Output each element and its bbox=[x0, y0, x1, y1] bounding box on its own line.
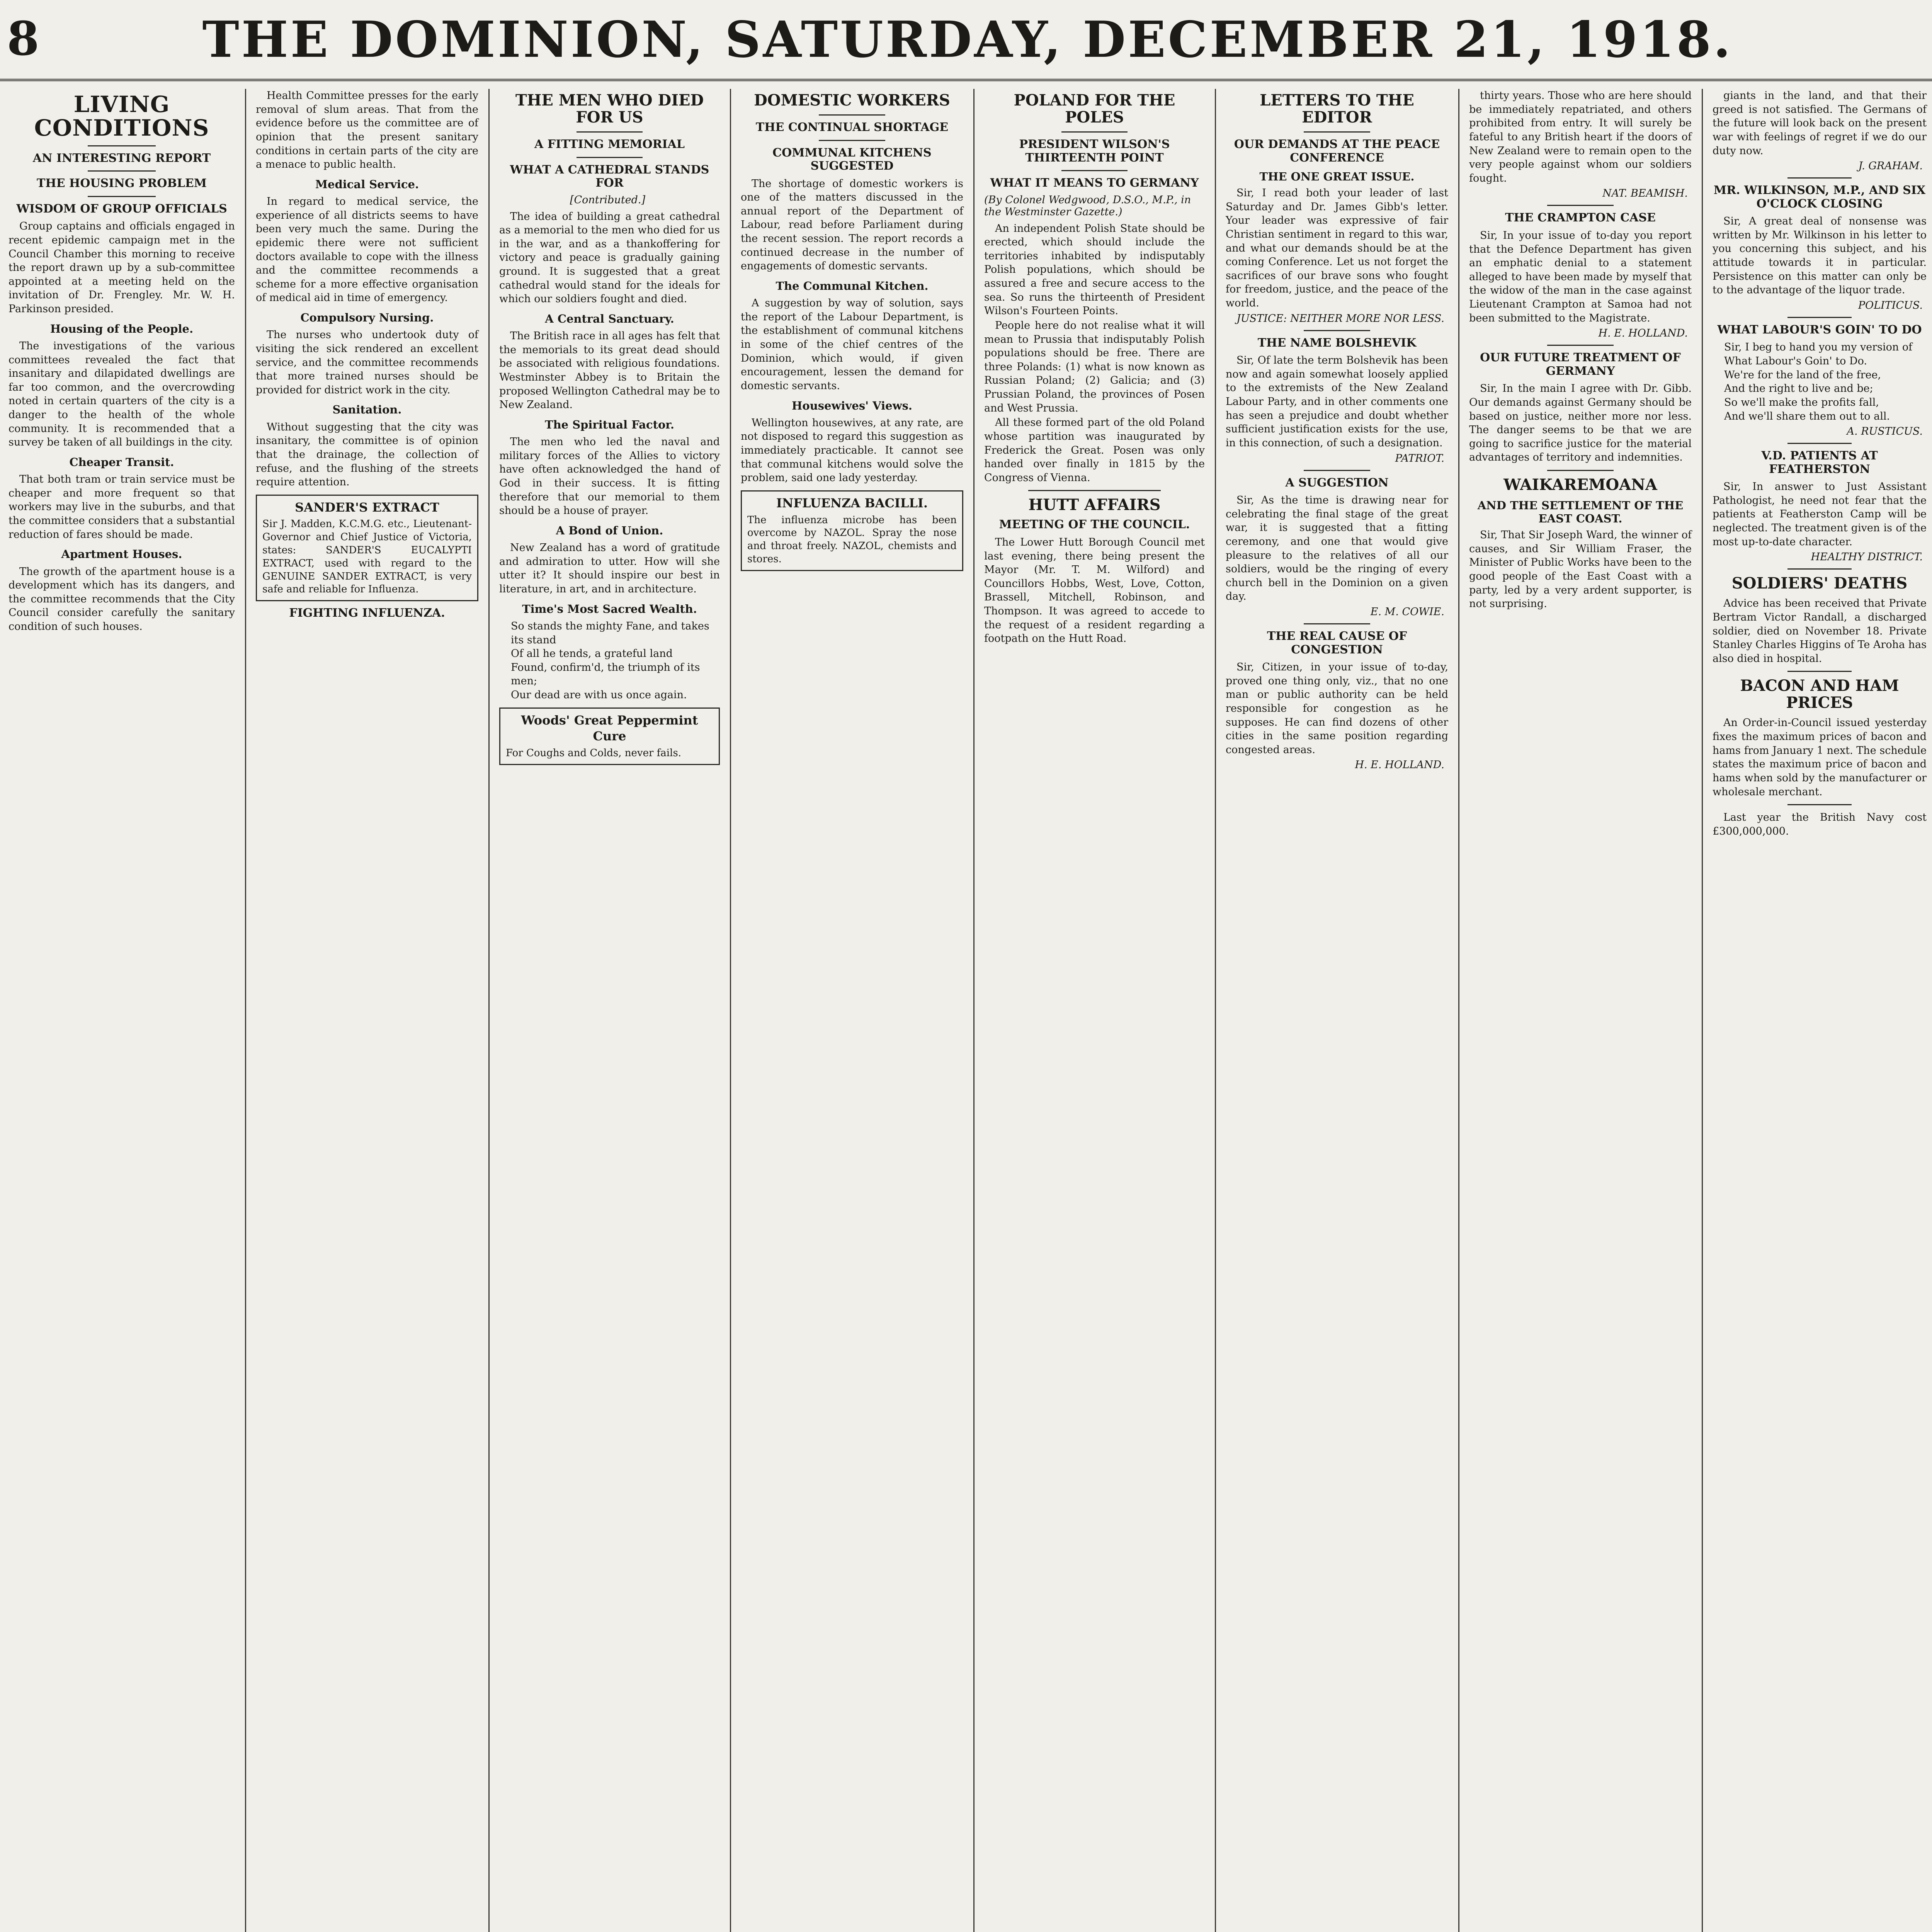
letter-signature: POLITICUS. bbox=[1858, 299, 1923, 311]
letter-title: OUR DEMANDS AT THE PEACE CONFERENCE bbox=[1234, 138, 1440, 165]
ad-body: The influenza microbe has been overcome by NAZOL. Spray the nose and throat freely. NAZOL, chemists and stores. bbox=[747, 514, 957, 565]
headline-hutt-affairs: HUTT AFFAIRS bbox=[1028, 496, 1161, 514]
deck: A FITTING MEMORIAL bbox=[534, 138, 685, 151]
letter-signature: PATRIOT. bbox=[1395, 452, 1444, 464]
letter-signature: H. E. HOLLAND. bbox=[1598, 327, 1688, 340]
ad-title: SANDER'S EXTRACT bbox=[295, 500, 439, 515]
deck: MEETING OF THE COUNCIL. bbox=[999, 518, 1190, 532]
column-8 bbox=[1704, 89, 1932, 1932]
letter-title: THE CRAMPTON CASE bbox=[1505, 211, 1656, 225]
deck: COMMUNAL KITCHENS SUGGESTED bbox=[772, 146, 932, 173]
subhead: Housewives' Views. bbox=[791, 399, 913, 412]
headline-poland: POLAND FOR THE POLES bbox=[1014, 91, 1175, 126]
divider bbox=[577, 157, 643, 158]
headline-domestic-workers: DOMESTIC WORKERS bbox=[754, 91, 950, 109]
paragraph: giants in the land, and that their greed is not satisfied. The Germans of the future will look back on the present war with feelings of regret if we do our duty now. bbox=[1713, 90, 1927, 157]
paragraph: An Order-in-Council issued yesterday fixes the maximum prices of bacon and hams from January 1 next. The schedule states the maximum price of bacon and hams when sold by the manufacturer or wholesale merchant. bbox=[1713, 717, 1927, 798]
divider bbox=[1304, 131, 1371, 133]
subhead: Medical Service. bbox=[315, 177, 419, 191]
article-body bbox=[741, 177, 963, 485]
article-body bbox=[1713, 716, 1927, 799]
column-6 bbox=[1217, 89, 1457, 1932]
divider bbox=[1304, 470, 1371, 471]
letter-signature: JUSTICE: NEITHER MORE NOR LESS. bbox=[1236, 312, 1444, 325]
subhead: Time's Most Sacred Wealth. bbox=[522, 602, 697, 616]
letter-body bbox=[1226, 660, 1448, 757]
article-body bbox=[1713, 597, 1927, 665]
letter-body bbox=[1226, 186, 1448, 310]
letter-signature: H. E. HOLLAND. bbox=[1355, 759, 1444, 771]
letter-body bbox=[1713, 89, 1927, 158]
paragraph: A suggestion by way of solution, says the report of the Labour Department, is the establishment of communal kitchens in some of the chief centres of the Dominion, which would, if given encouragement, lessen the demand for domestic servants. bbox=[741, 297, 963, 392]
ad-headline: FIGHTING INFLUENZA. bbox=[289, 606, 445, 620]
letter-title: WHAT LABOUR'S GOIN' TO DO bbox=[1717, 323, 1922, 337]
divider bbox=[1547, 205, 1614, 206]
paragraph: The shortage of domestic workers is one of the matters discussed in the annual report of the Department of Labour, read before Parliament during the recent session. The report records a continued decrease in the number of engagements of domestic servants. bbox=[741, 177, 963, 272]
paragraph: The Lower Hutt Borough Council met last evening, there being present the Mayor (Mr. T. M. Wilford) and Councillors Hobbs, West, Love, Cotton, Brassell, Mitchell, Robinson, and Thompson. It was agreed to accede to the request of a resident regarding a footpath on the Hutt Road. bbox=[984, 536, 1205, 645]
paragraph: Sir, That Sir Joseph Ward, the winner of causes, and Sir William Fraser, the Minister of Public Works have been to the good people of the East Coast with a party, led by a very ardent supporter, is not surprising. bbox=[1469, 529, 1692, 610]
paragraph: Sir, In the main I agree with Dr. Gibb. Our demands against Germany should be based on justice, neither more nor less. The danger seems to be that we are going to sacrifice justice for the material advantages of territory and indemnities. bbox=[1469, 383, 1692, 464]
subhead: The Spiritual Factor. bbox=[544, 418, 675, 431]
subhead: Sanitation. bbox=[332, 403, 402, 417]
divider bbox=[1061, 170, 1128, 171]
headline-bacon-ham: BACON AND HAM PRICES bbox=[1740, 677, 1899, 712]
article-body bbox=[984, 222, 1205, 485]
article-body bbox=[499, 210, 720, 616]
divider bbox=[1547, 470, 1614, 471]
article-body bbox=[256, 89, 478, 489]
column-7 bbox=[1461, 89, 1700, 1932]
letter-body bbox=[1469, 382, 1692, 464]
subhead: THE ONE GREAT ISSUE. bbox=[1259, 170, 1415, 183]
column-rule bbox=[973, 89, 975, 1932]
advertisement bbox=[499, 707, 720, 765]
deck: WHAT A CATHEDRAL STANDS FOR bbox=[510, 163, 709, 190]
letter-signature: E. M. COWIE. bbox=[1370, 606, 1444, 618]
headline-letters: LETTERS TO THE EDITOR bbox=[1260, 91, 1414, 126]
letter-signature: HEALTHY DISTRICT. bbox=[1811, 551, 1923, 563]
poem: So stands the mighty Fane, and takes its stand Of all he tends, a grateful land Found, confirm'd, the triumph of its men; Our dead are with us once again. bbox=[511, 620, 709, 701]
deck: AN INTERESTING REPORT bbox=[32, 151, 211, 165]
divider bbox=[1787, 671, 1852, 672]
paragraph: Last year the British Navy cost £300,000,000. bbox=[1713, 811, 1927, 837]
paragraph: Health Committee presses for the early removal of slum areas. That from the evidence before us the committee are of opinion that the present sanitary conditions in certain parts of the city are a menace to public health. bbox=[256, 90, 478, 171]
subhead: Housing of the People. bbox=[50, 322, 194, 335]
paragraph: Sir, Citizen, in your issue of to-day, proved one thing only, viz., that no one man or public authority can be held responsible for congestion as he supposes. He can find dozens of other cities in the same position regarding congested areas. bbox=[1226, 661, 1448, 756]
page-number: 8 bbox=[7, 12, 39, 66]
column-rule bbox=[1702, 89, 1703, 1932]
subhead: A Bond of Union. bbox=[556, 524, 663, 537]
divider bbox=[88, 196, 156, 197]
deck: WHAT IT MEANS TO GERMANY bbox=[990, 176, 1199, 190]
ad-body: For Coughs and Colds, never fails. bbox=[506, 747, 682, 759]
advertisement bbox=[741, 490, 963, 571]
column-rule bbox=[1458, 89, 1459, 1932]
subhead: AND THE SETTLEMENT OF THE EAST COAST. bbox=[1477, 499, 1684, 525]
letter-body bbox=[1226, 354, 1448, 450]
divider bbox=[88, 170, 156, 172]
divider bbox=[1787, 804, 1852, 805]
column-2 bbox=[247, 89, 487, 1932]
masthead bbox=[0, 0, 1932, 81]
divider bbox=[1787, 443, 1852, 444]
column-3 bbox=[491, 89, 728, 1932]
paragraph: thirty years. Those who are here should be immediately repatriated, and others prohibited from entry. It will surely be fateful to any British heart if the doors of New Zealand were to remain open to the very people against whom our soldiers fought. bbox=[1469, 90, 1692, 184]
column-5 bbox=[976, 89, 1213, 1932]
paragraph: Sir, As the time is drawing near for celebrating the final stage of the great war, it is suggested that a fitting ceremony, and one that would give pleasure to the relatives of all our soldiers, would be the ringing of every church bell in the Dominion on a given day. bbox=[1226, 494, 1448, 603]
paragraph: The nurses who undertook duty of visiting the sick rendered an excellent service, and the committee recommends that more trained nurses should be provided for district work in the city. bbox=[256, 329, 478, 396]
paragraph: The men who led the naval and military forces of the Allies to victory have often acknowledged the hand of God in their success. It is fitting therefore that our memorial to them should be a house of prayer. bbox=[499, 436, 720, 517]
article-body bbox=[9, 219, 235, 633]
paragraph: The growth of the apartment house is a development which has its dangers, and the committee recommends that the City Council consider carefully the sanitary condition of such houses. bbox=[9, 565, 235, 633]
deck: PRESIDENT WILSON'S THIRTEENTH POINT bbox=[1019, 138, 1170, 165]
letter-body bbox=[1713, 214, 1927, 297]
letter-title: A SUGGESTION bbox=[1285, 476, 1389, 490]
column-1 bbox=[0, 89, 243, 1932]
ad-title: Woods' Great Peppermint Cure bbox=[521, 713, 698, 744]
letter-body bbox=[1713, 480, 1927, 549]
filler-item bbox=[1713, 811, 1927, 838]
divider bbox=[1061, 131, 1128, 133]
advertisement bbox=[256, 495, 478, 601]
headline-living-conditions: LIVING CONDITIONS bbox=[34, 91, 209, 141]
article-body bbox=[984, 536, 1205, 646]
column-rule bbox=[1215, 89, 1216, 1932]
subhead: Compulsory Nursing. bbox=[300, 311, 434, 325]
paragraph: Sir, I read both your leader of last Saturday and Dr. James Gibb's letter. Your leader was expressive of fair Christian sentiment in regard to this war, and what our demands should be at the coming Conference. Let us not forget the sacrifices of our brave sons who fought for freedom, justice, and the peace of the world. bbox=[1226, 187, 1448, 309]
paragraph: The idea of building a great cathedral as a memorial to the men who died for us in the war, and as a thankoffering for victory and peace is gradually gaining ground. It is suggested that a great cathedral would stand for the ideals for which our soldiers fought and died. bbox=[499, 210, 720, 305]
divider bbox=[819, 114, 886, 116]
divider bbox=[1787, 317, 1852, 318]
paragraph: In regard to medical service, the experience of all districts seems to have been very much the same. During the epidemic there were not sufficient doctors available to cope with the illness and the committee recommends a scheme for a more effective organisation of medical aid in time of emergency. bbox=[256, 196, 478, 304]
divider bbox=[1304, 623, 1371, 624]
paragraph: The British race in all ages has felt that the memorials to its great dead should be associated with religious foundations. Westminster Abbey is to Britain the proposed Wellington Cathedral may be to New Zealand. bbox=[499, 330, 720, 411]
paragraph: Wellington housewives, at any rate, are not disposed to regard this suggestion as immediately practicable. It cannot see that communal kitchens would solve the problem, said one lady yesterday. bbox=[741, 417, 963, 484]
letter-body bbox=[1469, 229, 1692, 325]
subhead: A Central Sanctuary. bbox=[545, 312, 674, 325]
divider bbox=[577, 131, 643, 133]
letter-title: MR. WILKINSON, M.P., AND SIX O'CLOCK CLOSING bbox=[1713, 184, 1926, 211]
letter-body bbox=[1226, 493, 1448, 604]
paragraph: An independent Polish State should be erected, which should include the territories inhabited by indisputably Polish populations, which should be assured a free and secure access to the sea. So runs the thirteenth of President Wilson's Fourteen Points. bbox=[984, 222, 1205, 317]
paragraph: Advice has been received that Private Bertram Victor Randall, a discharged soldier, died on November 18. Private Stanley Charles Higgins of Te Aroha has also died in hospital. bbox=[1713, 597, 1927, 665]
divider bbox=[1028, 490, 1161, 491]
headline-men-who-died: THE MEN WHO DIED FOR US bbox=[515, 91, 704, 126]
paragraph: Sir, Of late the term Bolshevik has been now and again somewhat loosely applied to the extremists of the New Zealand Labour Party, and in other comments one has seen a prejudice and doubt whether sufficient justification exists for the use, in this connection, of such a designation. bbox=[1226, 354, 1448, 449]
paragraph: Sir, In your issue of to-day you report that the Defence Department has given an emphatic denial to a statement alleged to have been made by myself that the widow of the man in the case against Lieutenant Crampton at Samoa had not been submitted to the Magistrate. bbox=[1469, 229, 1692, 324]
headline-soldiers-deaths: SOLDIERS' DEATHS bbox=[1731, 574, 1908, 593]
poem: Sir, I beg to hand you my version of What Labour's Goin' to Do. We're for the land of the free, And the right to live and be; So we'll make the profits fall, And we'll share them out to all. bbox=[1724, 341, 1913, 422]
ad-body: Sir J. Madden, K.C.M.G. etc., Lieutenant-Governor and Chief Justice of Victoria, states: SANDER'S EUCALYPTI EXTRACT, used with regard to the GENUINE SANDER EXTRACT, is very safe and reliable for Influenza. bbox=[262, 518, 472, 595]
letter-title: WAIKAREMOANA bbox=[1503, 476, 1657, 494]
letter-body bbox=[1469, 89, 1692, 185]
paragraph: Sir, In answer to Just Assistant Pathologist, he need not fear that the patients at Featherston Camp will be neglected. The treatment given is of the most up-to-date character. bbox=[1713, 481, 1927, 548]
subhead: Cheaper Transit. bbox=[69, 455, 174, 469]
divider bbox=[1304, 330, 1371, 331]
column-rule bbox=[245, 89, 246, 1932]
paragraph: Group captains and officials engaged in recent epidemic campaign met in the Council Chamber this morning to receive the report drawn up by a sub-committee appointed at a meeting held on the invitation of Dr. Frengley. Mr. W. H. Parkinson presided. bbox=[9, 220, 235, 315]
letter-signature: A. RUSTICUS. bbox=[1847, 425, 1923, 438]
divider bbox=[88, 145, 156, 146]
divider bbox=[1547, 345, 1614, 346]
letter-body bbox=[1469, 528, 1692, 611]
letter-title: V.D. PATIENTS AT FEATHERSTON bbox=[1761, 449, 1878, 476]
newspaper-title: THE DOMINION, SATURDAY, DECEMBER 21, 1918. bbox=[202, 11, 1733, 69]
paragraph: Sir, A great deal of nonsense was written by Mr. Wilkinson in his letter to you concerning this subject, and his attitude towards it in particular. Persistence on this matter can only be to the advantage of the liquor trade. bbox=[1713, 215, 1927, 296]
column-rule bbox=[488, 89, 490, 1932]
subhead: The Communal Kitchen. bbox=[776, 279, 929, 293]
deck: WISDOM OF GROUP OFFICIALS bbox=[16, 202, 227, 216]
column-4 bbox=[732, 89, 972, 1932]
paragraph: New Zealand has a word of gratitude and admiration to utter. How will she utter it? It should inspire our best in literature, in art, and in architecture. bbox=[499, 542, 720, 595]
paragraph: The investigations of the various committees revealed the fact that insanitary and dilapidated dwellings are far too common, and the overcrowding noted in certain quarters of the city is a danger to the health of the whole community. It is recommended that a survey be taken of all buildings in the city. bbox=[9, 340, 235, 449]
letter-title: THE REAL CAUSE OF CONGESTION bbox=[1267, 629, 1407, 656]
paragraph: All these formed part of the old Poland whose partition was inaugurated by Frederick the Great. Posen was only handed over finally in 1815 by the Congress of Vienna. bbox=[984, 417, 1205, 484]
byline: [Contributed.] bbox=[570, 194, 646, 206]
paragraph: That both tram or train service must be cheaper and more frequent so that workers may live in the suburbs, and that the committee considers that a substantial reduction of fares should be made. bbox=[9, 473, 235, 541]
deck: THE HOUSING PROBLEM bbox=[37, 177, 207, 190]
byline: (By Colonel Wedgwood, D.S.O., M.P., in the Westminster Gazette.) bbox=[984, 194, 1191, 218]
letter-signature: NAT. BEAMISH. bbox=[1602, 187, 1688, 200]
deck: THE CONTINUAL SHORTAGE bbox=[755, 121, 949, 134]
ad-title: INFLUENZA BACILLI. bbox=[776, 495, 928, 510]
divider bbox=[819, 140, 886, 141]
divider bbox=[1787, 568, 1852, 570]
letter-title: OUR FUTURE TREATMENT OF GERMANY bbox=[1480, 351, 1681, 378]
paragraph: People here do not realise what it will mean to Prussia that indisputably Polish populations should be free. There are three Polands: (1) what is now known as Russian Poland; (2) Galicia; and (3) Prussian Poland, the provinces of Posen and West Prussia. bbox=[984, 319, 1205, 414]
subhead: Apartment Houses. bbox=[61, 548, 182, 561]
paragraph: Without suggesting that the city was insanitary, the committee is of opinion that the drainage, the collection of refuse, and the flushing of the streets require attention. bbox=[256, 421, 478, 488]
letter-signature: J. GRAHAM. bbox=[1858, 160, 1923, 172]
column-rule bbox=[730, 89, 731, 1932]
letter-title: THE NAME BOLSHEVIK bbox=[1257, 336, 1417, 350]
divider bbox=[1787, 177, 1852, 179]
